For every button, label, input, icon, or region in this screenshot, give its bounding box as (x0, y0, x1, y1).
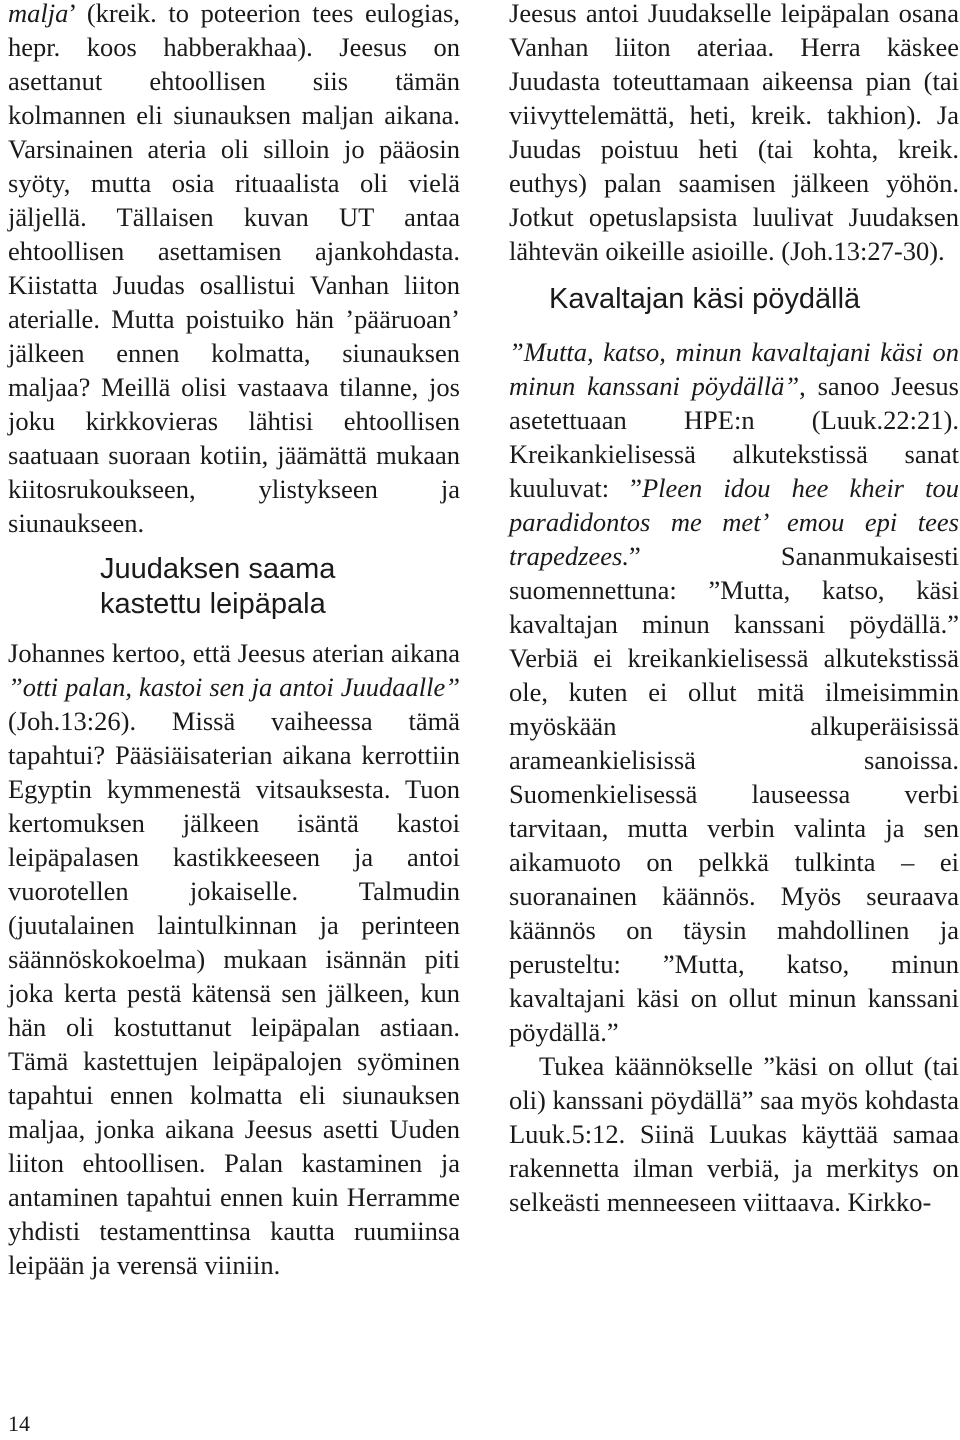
italic-text: malja (8, 0, 69, 28)
text-run: Tukea käännökselle ”käsi on ollut (tai oli) kanssani pöydällä” saa myös kohdasta Luuk.5:12. Siinä Luukas käyttää samaa rakennetta ilman verbiä, ja merkitys on selkeästi menneeseen viittaava. Kirkko- (509, 1051, 959, 1217)
text-run: ’ (kreik. to poteerion tees eulogias, hepr. koos habberakhaa). Jeesus on asettanut ehtoollisen siis tämän kolmannen eli siunauksen maljan aikana. Varsinainen ateria oli silloin jo pääosin syöty, mutta osia rituaalista oli vielä jäljellä. Tällaisen kuvan UT antaa ehtoollisen asettamisen ajankohdasta. Kiistatta Juudas osallistui Vanhan liiton aterialle. Mutta poistuiko hän ’pääruoan’ jälkeen ennen kolmatta, siunauksen maljaa? Meillä olisi vastaava tilanne, jos joku kirkkovieras lähtisi ehtoollisen saatuaan suoraan kotiin, jäämättä mukaan kiitosrukoukseen, ylistykseen ja siunaukseen. (8, 0, 460, 538)
paragraph (509, 0, 959, 268)
left-column (8, 0, 460, 1282)
text-run: Johannes kertoo, että Jeesus aterian aikana (8, 638, 460, 668)
paragraph (8, 636, 460, 1282)
italic-text: ”otti palan, kastoi sen ja antoi Juudaalle” (8, 672, 460, 702)
paragraph (509, 335, 959, 1049)
italic-text: ”Mutta, katso, minun kavaltajani käsi on minun kanssani pöydällä” (509, 337, 959, 401)
text-run: ” Sananmukaisesti suomennettuna: ”Mutta, katso, käsi kavaltajan minun kanssani pöydällä.” Verbiä ei kreikankielisessä alkutekstissä ole, kuten ei ollut mitä ilmeisimmin myöskään alkuperäisissä arameankielisissä sanoissa. Suomenkielisessä lauseessa verbi tarvitaan, mutta verbin valinta ja sen aikamuoto on pelkkä tulkinta – ei suoranainen käännös. Myös seuraava käännös on täysin mahdollinen ja perusteltu: ”Mutta, katso, minun kavaltajani käsi on ollut minun kanssani pöydällä.” (509, 541, 959, 1047)
text-run: (Joh.13:26). Missä vaiheessa tämä tapahtui? Pääsiäisaterian aikana kerrottiin Egyptin kymmenestä vitsauksesta. Tuon kertomuksen jälkeen isäntä kastoi leipäpalasen kastikkeeseen ja antoi vuorotellen jokaiselle. Talmudin (juutalainen laintulkinnan ja perinteen säännöskokoelma) mukaan isännän piti joka kerta pestä kätensä sen jälkeen, kun hän oli kostuttanut leipäpalan astiaan. Tämä kastettujen leipäpalojen syöminen tapahtui ennen kolmatta eli siunauksen maljaa, jonka aikana Jeesus asetti Uuden liiton ehtoollisen. Palan kastaminen ja antaminen tapahtui ennen kuin Herramme yhdisti testamenttinsa kautta ruumiinsa leipään ja verensä viiniin. (8, 706, 460, 1280)
section-heading: Kavaltajan käsi pöydällä (549, 283, 861, 315)
paragraph (509, 1049, 959, 1219)
section-heading (8, 552, 460, 622)
heading-line: kastettu leipäpala (100, 588, 326, 620)
paragraph (8, 0, 460, 540)
text-run: Jeesus antoi Juudakselle leipäpalan osana Vanhan liiton ateriaa. Herra käskee Juudasta toteuttamaan aikeensa pian (tai viivyttelemättä, heti, kreik. takhion). Ja Juudas poistuu heti (tai kohta, kreik. euthys) palan saamisen jälkeen yöhön. Jotkut opetuslapsista luulivat Juudaksen lähtevän oikeille asioille. (Joh.13:27-30). (509, 0, 959, 266)
text-run: , sanoo Jeesus asetettuaan HPE:n (Luuk.22:21). Kreikankielisessä alkutekstissä sanat kuuluvat: ” (509, 371, 959, 503)
heading-line: Juudaksen saama (100, 553, 336, 585)
italic-text: Pleen idou hee kheir tou paradidontos me met’ emou epi tees trapedzees. (509, 473, 959, 571)
page-number: 14 (8, 1411, 30, 1436)
right-column (509, 0, 959, 1219)
